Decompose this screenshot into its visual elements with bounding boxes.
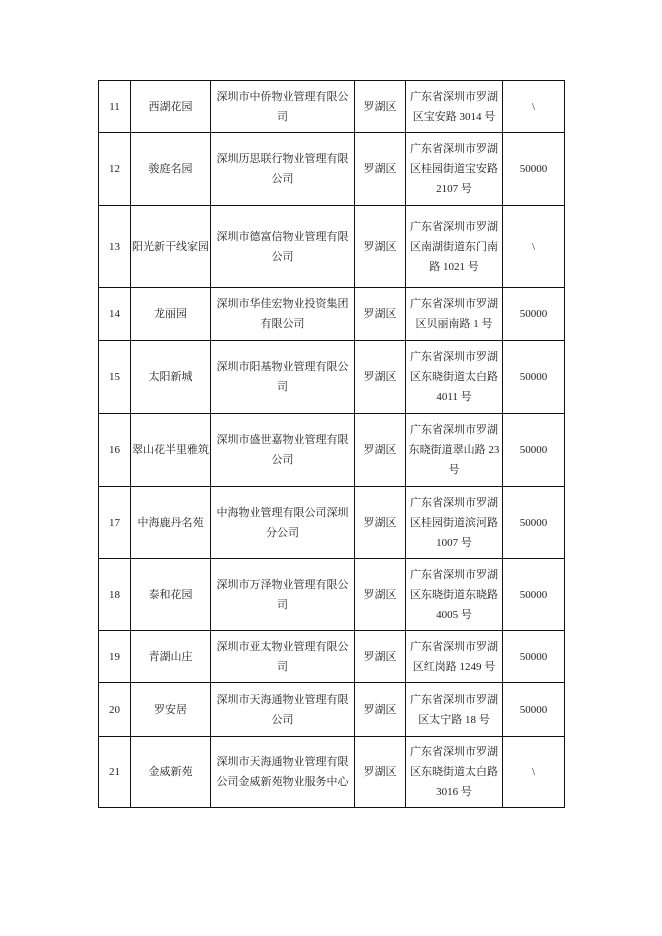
table-row — [99, 206, 565, 288]
district: 罗湖区 — [355, 414, 406, 487]
address: 广东省深圳市罗湖区南湖街道东门南路 1021 号 — [406, 206, 503, 288]
community-name: 罗安居 — [131, 683, 211, 737]
table-row — [99, 683, 565, 737]
district: 罗湖区 — [355, 487, 406, 559]
row-number: 21 — [99, 737, 131, 808]
management-company: 深圳历思联行物业管理有限公司 — [211, 133, 355, 206]
address: 广东省深圳市罗湖区宝安路 3014 号 — [406, 81, 503, 133]
row-number: 12 — [99, 133, 131, 206]
address: 广东省深圳市罗湖区桂园街道宝安路 2107 号 — [406, 133, 503, 206]
community-name: 太阳新城 — [131, 341, 211, 414]
district: 罗湖区 — [355, 288, 406, 341]
amount: 50000 — [503, 683, 565, 737]
amount: 50000 — [503, 487, 565, 559]
district: 罗湖区 — [355, 133, 406, 206]
district: 罗湖区 — [355, 631, 406, 683]
row-number: 19 — [99, 631, 131, 683]
amount: 50000 — [503, 559, 565, 631]
table-row — [99, 341, 565, 414]
table-row — [99, 81, 565, 133]
address: 广东省深圳市罗湖区太宁路 18 号 — [406, 683, 503, 737]
management-company: 深圳市中侨物业管理有限公司 — [211, 81, 355, 133]
management-company: 深圳市天海通物业管理有限公司金威新苑物业服务中心 — [211, 737, 355, 808]
community-name: 金威新苑 — [131, 737, 211, 808]
community-name: 中海鹿丹名苑 — [131, 487, 211, 559]
district: 罗湖区 — [355, 559, 406, 631]
management-company: 深圳市华佳宏物业投资集团有限公司 — [211, 288, 355, 341]
amount: \ — [503, 81, 565, 133]
management-company: 深圳市亚太物业管理有限公司 — [211, 631, 355, 683]
community-name: 青湖山庄 — [131, 631, 211, 683]
community-name: 泰和花园 — [131, 559, 211, 631]
community-name: 翠山花半里雅筑 — [131, 414, 211, 487]
community-name: 阳光新干线家园 — [131, 206, 211, 288]
district: 罗湖区 — [355, 737, 406, 808]
address: 广东省深圳市罗湖区东晓街道东晓路 4005 号 — [406, 559, 503, 631]
table-row — [99, 487, 565, 559]
property-table — [98, 80, 565, 808]
district: 罗湖区 — [355, 341, 406, 414]
amount: 50000 — [503, 631, 565, 683]
address: 广东省深圳市罗湖区东晓街道太白路 4011 号 — [406, 341, 503, 414]
row-number: 11 — [99, 81, 131, 133]
address: 广东省深圳市罗湖区桂园街道滨河路 1007 号 — [406, 487, 503, 559]
address: 广东省深圳市罗湖东晓街道翠山路 23 号 — [406, 414, 503, 487]
district: 罗湖区 — [355, 683, 406, 737]
row-number: 17 — [99, 487, 131, 559]
amount: \ — [503, 737, 565, 808]
row-number: 15 — [99, 341, 131, 414]
management-company: 深圳市万泽物业管理有限公司 — [211, 559, 355, 631]
management-company: 深圳市阳基物业管理有限公司 — [211, 341, 355, 414]
table-row — [99, 414, 565, 487]
management-company: 深圳市盛世嘉物业管理有限公司 — [211, 414, 355, 487]
management-company: 深圳市德富信物业管理有限公司 — [211, 206, 355, 288]
management-company: 中海物业管理有限公司深圳分公司 — [211, 487, 355, 559]
amount: \ — [503, 206, 565, 288]
row-number: 16 — [99, 414, 131, 487]
table-row — [99, 631, 565, 683]
address: 广东省深圳市罗湖区贝丽南路 1 号 — [406, 288, 503, 341]
table-row — [99, 133, 565, 206]
community-name: 骏庭名园 — [131, 133, 211, 206]
district: 罗湖区 — [355, 81, 406, 133]
row-number: 14 — [99, 288, 131, 341]
community-name: 龙丽园 — [131, 288, 211, 341]
row-number: 18 — [99, 559, 131, 631]
management-company: 深圳市天海通物业管理有限公司 — [211, 683, 355, 737]
district: 罗湖区 — [355, 206, 406, 288]
table-row — [99, 559, 565, 631]
table-row — [99, 737, 565, 808]
community-name: 西湖花园 — [131, 81, 211, 133]
amount: 50000 — [503, 288, 565, 341]
row-number: 13 — [99, 206, 131, 288]
row-number: 20 — [99, 683, 131, 737]
address: 广东省深圳市罗湖区东晓街道太白路 3016 号 — [406, 737, 503, 808]
amount: 50000 — [503, 414, 565, 487]
table-row — [99, 288, 565, 341]
address: 广东省深圳市罗湖区红岗路 1249 号 — [406, 631, 503, 683]
amount: 50000 — [503, 341, 565, 414]
amount: 50000 — [503, 133, 565, 206]
